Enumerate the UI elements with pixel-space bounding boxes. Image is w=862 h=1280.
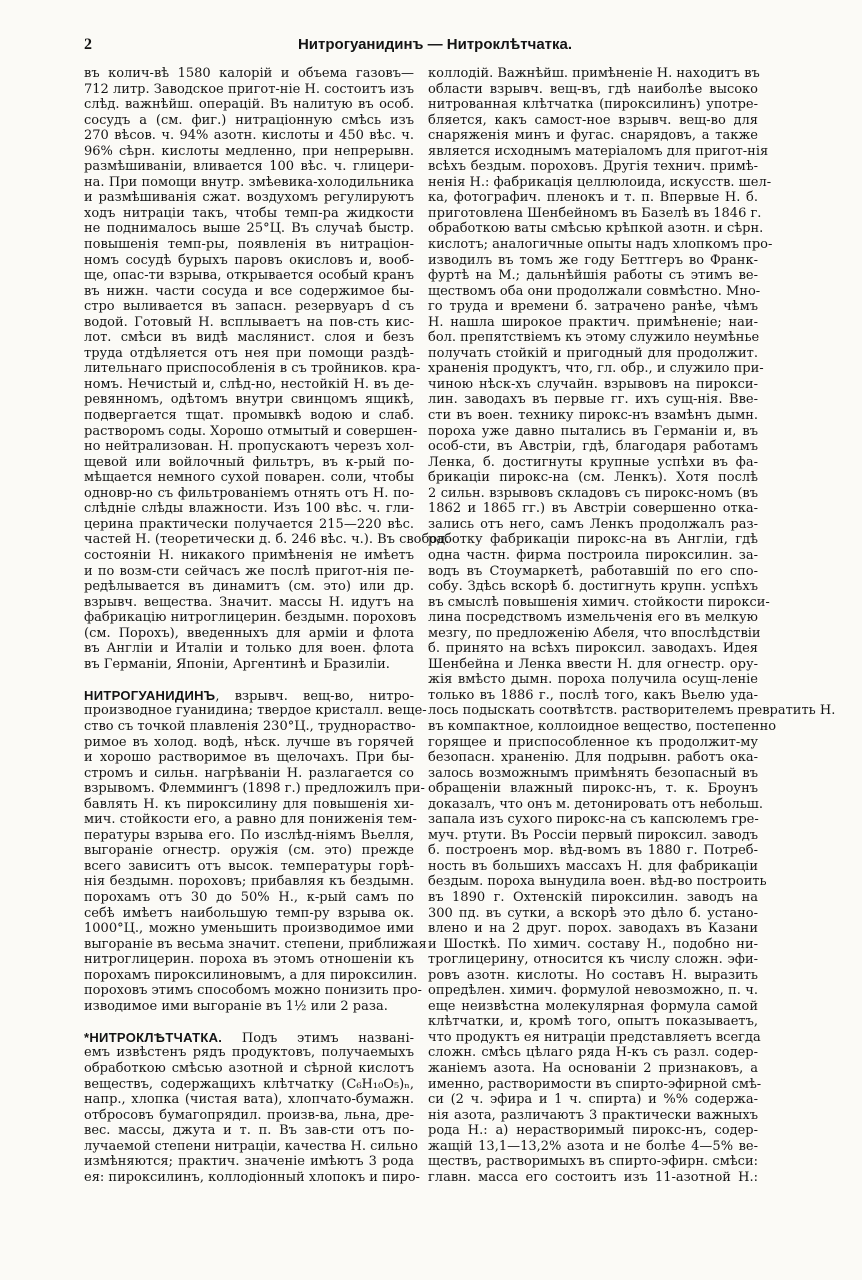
text-line: на. При помощи внутр. змѣевика-холодильника bbox=[84, 174, 414, 190]
text-line: порохамъ отъ 30 до 50% Н., к-рый самъ по bbox=[84, 889, 414, 905]
text-line: снаряженія минъ и фугас. снарядовъ, а также bbox=[428, 128, 758, 144]
nitroguanidine-headword: НИТРОГУАНИДИНЪ bbox=[84, 687, 216, 703]
text-line: безопасн. храненію. Для подрывн. работъ ока- bbox=[428, 750, 758, 766]
text-line: бездым. пороха вынудила воен. вѣд-во построить bbox=[428, 874, 767, 890]
text-line: нія азота, различаютъ 3 практически важныхъ bbox=[428, 1107, 758, 1123]
text-line: троглицерину, относится къ числу сложн. эфи- bbox=[428, 952, 758, 968]
entry-text: Подъ этимъ названі- bbox=[222, 1030, 414, 1046]
text-line: одновр-но съ фильтрованіемъ отнять отъ Н. по- bbox=[84, 485, 414, 501]
text-line: веществъ, содержащихъ клѣтчатку (C₆H₁₀O₅)ₙ, bbox=[84, 1076, 414, 1092]
text-line: и хорошо растворимое въ щелочахъ. При бы- bbox=[84, 750, 414, 766]
text-line: сосудъ a (см. фиг.) нитраціонную смѣсь изъ bbox=[84, 112, 414, 128]
text-line: муч. ртути. Въ Россіи первый пироксил. заводъ bbox=[428, 827, 758, 843]
text-line: чиною нѣск-хъ случайн. взрывовъ на пирокси- bbox=[428, 376, 758, 392]
text-line: пороховъ этимъ способомъ можно понизить про- bbox=[84, 983, 422, 999]
text-line: лучаемой степени нитраціи, качества Н. сильно bbox=[84, 1138, 418, 1154]
text-line: ея: пироксилинъ, коллодіонный хлопокъ и пиро- bbox=[84, 1169, 420, 1185]
text-line: является исходнымъ матеріаломъ для пригот-нія bbox=[428, 143, 769, 159]
text-line: въ колич-вѣ 1580 калорій и объема газовъ— bbox=[84, 66, 414, 81]
text-line: храненія продуктъ, что, гл. обр., и служило при- bbox=[428, 361, 764, 377]
text-line: церина практически получается 215—220 вѣс. bbox=[84, 516, 414, 532]
text-line: ществомъ оба они продолжали совмѣстно. Мно- bbox=[428, 283, 761, 299]
text-line: 1000°Ц., можно уменьшить производимое ими bbox=[84, 921, 414, 937]
text-line: брикаціи пирокс-на (см. Ленкъ). Хотя послѣ bbox=[428, 470, 758, 486]
text-line: въ смыслѣ повышенія химич. стойкости пирокси- bbox=[428, 594, 770, 610]
text-line: лительнаго приспособленія в съ тройников. кра- bbox=[84, 361, 421, 377]
text-line: взрывч. вещества. Значит. массы Н. идутъ на bbox=[84, 594, 414, 610]
text-line: напр., хлопка (чистая вата), хлопчато-бумажн. bbox=[84, 1092, 414, 1108]
text-line: повышенія темп-ры, появленія въ нитраціон- bbox=[84, 237, 414, 253]
text-line: рода Н.: а) нерастворимый пирокс-нъ, содер- bbox=[428, 1123, 758, 1139]
text-line: 1862 и 1865 гг.) въ Австріи совершенно отка- bbox=[428, 501, 758, 517]
text-line: только въ 1886 г., послѣ того, какъ Вьелю уда- bbox=[428, 687, 758, 703]
page-header bbox=[84, 36, 786, 62]
text-line: въ Германіи, Японіи, Аргентинѣ и Бразиліи. bbox=[84, 656, 390, 672]
text-line: мѣщается немного сухой поварен. соли, чтобы bbox=[84, 470, 414, 486]
entry-first-line bbox=[84, 1030, 414, 1046]
text-line: нитрованная клѣтчатка (пироксилинъ) употре- bbox=[428, 97, 758, 113]
text-line: пороха уже давно пытались въ Германіи и, въ bbox=[428, 423, 758, 439]
text-line: фабрикацію нитроглицерин. бездымн. пороховъ bbox=[84, 610, 417, 626]
text-line: изводилъ въ томъ же году Беттгеръ во Франк- bbox=[428, 252, 758, 268]
text-line: труда отдѣляется отъ нея при помощи раздѣ- bbox=[84, 345, 414, 361]
text-line: жаніемъ азота. На основаніи 2 признаковъ, а bbox=[428, 1061, 758, 1076]
text-line: б. построенъ мор. вѣд-вомъ въ 1880 г. Потреб- bbox=[428, 843, 758, 859]
text-line: доказалъ, что онъ м. детонировать отъ небольш. bbox=[428, 796, 764, 812]
text-line: работку фабрикаціи пирокс-на въ Англіи, гдѣ bbox=[428, 532, 758, 548]
text-line: ходъ нитраціи такъ, чтобы темп-ра жидкости bbox=[84, 205, 414, 221]
text-line: и размѣшиванія сжат. воздухомъ регулируютъ bbox=[84, 190, 414, 206]
nitrocellulose-entry bbox=[84, 1029, 420, 1185]
nitrocellulose-headword: *НИТРОКЛѢТЧАТКА. bbox=[84, 1029, 223, 1045]
text-line: водъ въ Стоумаркетѣ, работавшій по его спо- bbox=[428, 563, 758, 579]
nitrocellulose-article-continuation bbox=[428, 66, 836, 1185]
text-line: но нейтрализован. Н. пропускаютъ черезъ хол- bbox=[84, 439, 414, 455]
text-line: выгораніе огнестр. оружія (см. это) прежде bbox=[84, 843, 414, 859]
text-line: именно, растворимости въ спирто-эфирной смѣ- bbox=[428, 1076, 762, 1092]
text-line: особ-сти, въ Австріи, гдѣ, благодаря работамъ bbox=[428, 439, 758, 455]
text-line: порохамъ пироксилиновымъ, а для пироксилин. bbox=[84, 967, 418, 983]
text-line: лина посредствомъ измельченія его въ мелкую bbox=[428, 610, 758, 626]
text-line: растворомъ соды. Хорошо отмытый и совершен- bbox=[84, 423, 418, 439]
text-line: лин. заводахъ въ первые гг. ихъ сущ-нія. Вве- bbox=[428, 392, 758, 408]
text-line: всего зависитъ отъ высок. температуры горѣ- bbox=[84, 858, 414, 874]
text-line: влено и на 2 друг. порох. заводахъ въ Казани bbox=[428, 921, 758, 937]
text-line: коллодій. Важнѣйш. примѣненіе Н. находитъ въ bbox=[428, 66, 760, 81]
text-line: 712 литр. Заводское пригот-ніе Н. состоитъ изъ bbox=[84, 81, 414, 97]
right-column bbox=[428, 66, 836, 1185]
text-line: изводимое ими выгораніе въ 1½ или 2 раза. bbox=[84, 998, 388, 1014]
running-title: Нитрогуанидинъ — Нитроклѣтчатка. bbox=[297, 36, 573, 53]
text-line: одна частн. фирма построила пироксилин. за- bbox=[428, 547, 758, 563]
text-line: (см. Порохъ), введенныхъ для арміи и флота bbox=[84, 625, 414, 641]
text-line: обращеніи влажный пирокс-нъ, т. к. Броунъ bbox=[428, 781, 758, 797]
text-line: ществъ, растворимыхъ въ спирто-эфирн. смѣси: bbox=[428, 1154, 758, 1170]
text-line: лось подыскать соотвѣтств. растворителемъ превратить Н. bbox=[428, 703, 836, 719]
text-line: емъ извѣстенъ рядъ продуктовъ, получаемыхъ bbox=[84, 1045, 414, 1061]
text-line: си (2 ч. эфира и 1 ч. спирта) и %% содержа- bbox=[428, 1092, 758, 1108]
text-line: и по возм-сти сейчасъ же послѣ пригот-нія пе- bbox=[84, 563, 414, 579]
entry-text: , взрывч. вещ-во, нитро- bbox=[215, 688, 414, 704]
text-line: размѣшиваніи, вливается 100 вѣс. ч. глицери- bbox=[84, 159, 414, 175]
text-line: мезгу, по предложенію Абеля, что впослѣдствіи bbox=[428, 625, 761, 641]
text-line: жія вмѣсто дымн. пороха получила осущ-леніе bbox=[428, 672, 758, 688]
text-line: Шенбейна и Ленка ввести Н. для огнестр. ору- bbox=[428, 656, 758, 672]
entry-first-line bbox=[84, 688, 414, 704]
text-line: 300 пд. въ сутки, а вскорѣ это дѣло б. устано- bbox=[428, 905, 758, 921]
text-line: го труда и времени б. затрачено ранѣе, чѣмъ bbox=[428, 299, 758, 315]
text-line: состояніи Н. никакого примѣненія не имѣетъ bbox=[84, 547, 414, 563]
paragraph-gap bbox=[84, 1014, 414, 1030]
text-line: нія бездымн. пороховъ; прибавляя къ бездымн. bbox=[84, 874, 414, 890]
paragraph-gap bbox=[84, 672, 414, 688]
text-line: ство съ точкой плавленія 230°Ц., труднораство- bbox=[84, 718, 416, 734]
text-line: выгораніе въ весьма значит. степени, приближая bbox=[84, 936, 427, 952]
text-line: ще, опас-ти взрыва, открывается особый кранъ bbox=[84, 268, 414, 284]
text-line: Н. нашла широкое практич. примѣненіе; наи- bbox=[428, 314, 758, 330]
text-line: горящее и приспособленное къ продолжит-му bbox=[428, 734, 758, 750]
text-line: ненія Н.: фабрикація целлюлоида, искусств. шел- bbox=[428, 174, 772, 190]
text-line: главн. масса его состоитъ изъ 11-азотной Н.: bbox=[428, 1169, 758, 1185]
text-line: пературы взрыва его. По изслѣд-ніямъ Вьелля, bbox=[84, 827, 414, 843]
text-line: ревянномъ, одѣтомъ внутри свинцомъ ящикѣ, bbox=[84, 392, 414, 408]
text-line: не поднималось выше 25°Ц. Въ случаѣ быстр. bbox=[84, 221, 414, 237]
text-line: бол. препятствіемъ къ этому служило неумѣнье bbox=[428, 330, 760, 346]
text-line: собу. Здѣсь вскорѣ б. достигнуть крупн. успѣхъ bbox=[428, 579, 758, 595]
text-line: въ Англіи и Италіи и только для воен. флота bbox=[84, 641, 414, 657]
text-line: сложн. смѣсь цѣлаго ряда Н-къ съ разл. содер- bbox=[428, 1045, 758, 1061]
text-line: щевой или войлочный фильтръ, въ к-рый по- bbox=[84, 454, 414, 470]
nitroguanidine-entry bbox=[84, 687, 427, 1014]
text-line: взрывомъ. Флеммингъ (1898 г.) предложилъ при- bbox=[84, 781, 425, 797]
text-line: стромъ и сильн. нагрѣваніи Н. разлагается со bbox=[84, 765, 414, 781]
text-line: всѣхъ бездым. пороховъ. Другія технич. примѣ- bbox=[428, 159, 758, 175]
text-line: кислотъ; аналогичные опыты надъ хлопкомъ про- bbox=[428, 237, 773, 253]
nitroglycerin-article-continuation bbox=[84, 66, 450, 672]
text-line: обработкою смѣсью азотной и сѣрной кислотъ bbox=[84, 1061, 414, 1076]
text-line: стро выливается въ запасн. резервуаръ d съ bbox=[84, 299, 414, 315]
text-line: и Шосткѣ. По химич. составу Н., подобно ни- bbox=[428, 936, 758, 952]
text-line: подвергается тщат. промывкѣ водою и слаб. bbox=[84, 408, 414, 424]
text-line: нитроглицерин. пороха въ этомъ отношеніи къ bbox=[84, 952, 414, 968]
text-line: обработкою ваты смѣсью крѣпкой азотн. и сѣрн. bbox=[428, 221, 764, 237]
text-line: залось возможнымъ примѣнять безопасный въ bbox=[428, 765, 758, 781]
text-line: бавлять Н. къ пироксилину для повышенія хи- bbox=[84, 796, 414, 812]
text-line: ка, фотографич. пленокъ и т. п. Впервые Н. б. bbox=[428, 190, 758, 206]
text-line: бляется, какъ самост-ное взрывч. вещ-во для bbox=[428, 112, 758, 128]
text-line: водой. Готовый Н. всплываетъ на пов-сть кис- bbox=[84, 314, 414, 330]
text-line: сти въ воен. технику пирокс-нъ взамѣнъ дымн. bbox=[428, 408, 758, 424]
text-line: жащій 13,1—13,2% азота и не болѣе 4—5% ве- bbox=[428, 1138, 758, 1154]
text-line: еще неизвѣстна молекулярная формула самой bbox=[428, 998, 758, 1014]
text-line: зались отъ него, самъ Ленкъ продолжалъ раз- bbox=[428, 516, 758, 532]
text-line: слѣд. важнѣйш. операцій. Въ налитую въ особ. bbox=[84, 97, 414, 113]
text-line: въ нижн. части сосуда и все содержимое бы- bbox=[84, 283, 414, 299]
text-line: клѣтчатки, и, кромѣ того, опытъ показываетъ, bbox=[428, 1014, 758, 1030]
text-line: номъ сосудѣ бурыхъ паровъ окисловъ и, вооб- bbox=[84, 252, 414, 268]
text-line: производное гуанидина; твердое кристалл. веще- bbox=[84, 703, 427, 719]
text-line: мич. стойкости его, а равно для пониженія тем- bbox=[84, 812, 417, 828]
text-line: отбросовъ бумагопрядил. произв-ва, льна, дре- bbox=[84, 1107, 414, 1123]
text-line: 2 сильн. взрывовъ складовъ съ пирокс-номъ (въ bbox=[428, 485, 758, 501]
text-line: 96% сѣрн. кислоты медленно, при непрерывн. bbox=[84, 143, 414, 159]
text-line: получать стойкій и пригодный для продолжит. bbox=[428, 345, 758, 361]
text-line: ность въ большихъ массахъ Н. для фабрикаціи bbox=[428, 858, 758, 874]
text-line: себѣ имѣетъ наибольшую темп-ру взрыва ок. bbox=[84, 905, 414, 921]
text-line: номъ. Нечистый и, слѣд-но, нестойкій Н. въ де- bbox=[84, 376, 414, 392]
text-line: измѣняются; практич. значеніе имѣютъ 3 рода bbox=[84, 1154, 414, 1170]
text-line: 270 вѣсов. ч. 94% азотн. кислоты и 450 вѣс. ч. bbox=[84, 128, 414, 144]
text-line: б. принято на всѣхъ пироксил. заводахъ. Идея bbox=[428, 641, 758, 657]
text-line: области взрывч. вещ-въ, гдѣ наиболѣе высоко bbox=[428, 81, 758, 97]
text-line: что продуктъ ея нитраціи представляетъ всегда bbox=[428, 1029, 761, 1045]
text-line: римое въ холод. водѣ, нѣск. лучше въ горячей bbox=[84, 734, 414, 750]
text-line: слѣдніе слѣды влажности. Изъ 100 вѣс. ч. гли- bbox=[84, 501, 414, 517]
text-line: въ 1890 г. Охтенскій пироксилин. заводъ на bbox=[428, 889, 758, 905]
text-line: редѣлывается въ динамитъ (см. это) или др. bbox=[84, 579, 414, 595]
text-line: запала изъ сухого пирокс-на съ капсюлемъ гре- bbox=[428, 812, 759, 828]
text-line: частей Н. (теоретически д. б. 246 вѣс. ч.). Въ свобод. bbox=[84, 532, 450, 548]
text-line: вес. массы, джута и т. п. Въ зав-сти отъ по- bbox=[84, 1123, 414, 1139]
text-line: Ленка, б. достигнуты крупные успѣхи въ фа- bbox=[428, 454, 758, 470]
page-number: 2 bbox=[84, 36, 92, 53]
text-line: въ компактное, коллоидное вещество, постепенно bbox=[428, 718, 777, 734]
text-line: ровъ азотн. кислоты. Но составъ Н. выразить bbox=[428, 967, 758, 983]
text-line: приготовлена Шенбейномъ въ Базелѣ въ 1846 г. bbox=[428, 205, 762, 221]
text-line: лот. смѣси въ видѣ маслянист. слоя и безъ bbox=[84, 330, 414, 346]
left-column bbox=[84, 66, 450, 1185]
text-line: опредѣлен. химич. формулой невозможно, п. ч. bbox=[428, 983, 758, 999]
text-line: фуртѣ на М.; дальнѣйшія работы съ этимъ ве- bbox=[428, 268, 758, 284]
